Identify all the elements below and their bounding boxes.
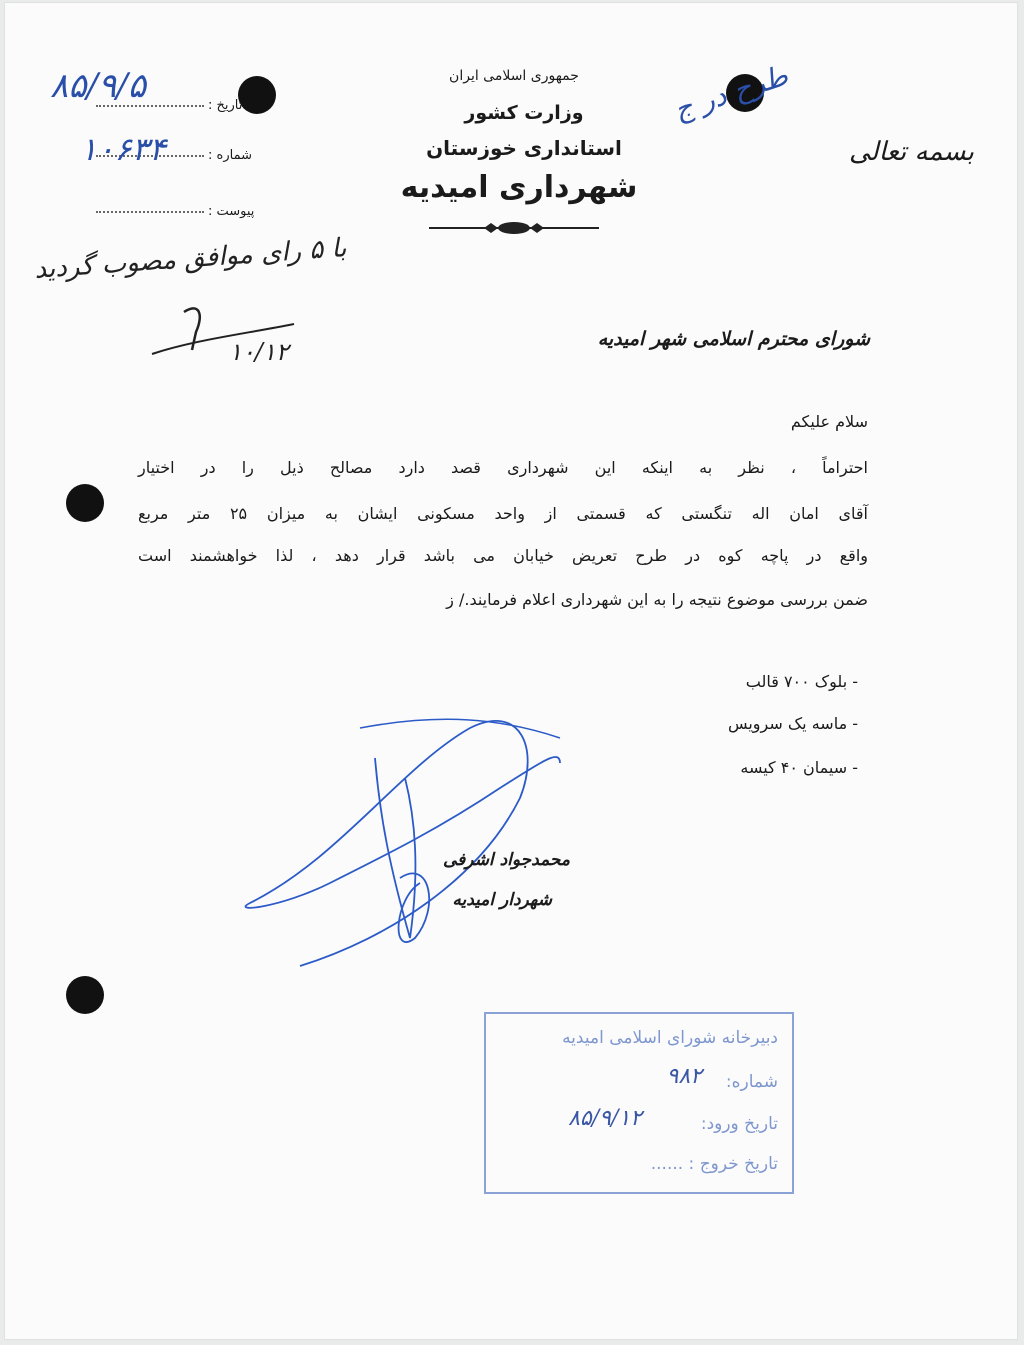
province-name: استانداری خوزستان xyxy=(426,136,622,160)
signature-scribble xyxy=(240,708,580,978)
municipality-name: شهرداری امیدیه xyxy=(400,170,638,205)
addressee: شورای محترم اسلامی شهر امیدیه xyxy=(597,328,870,350)
ministry-name: وزارت کشور xyxy=(464,102,584,124)
stamp-title: دبیرخانه شورای اسلامی امیدیه xyxy=(562,1028,778,1048)
stamp-exit-date-label: تاریخ خروج : ...... xyxy=(650,1154,778,1174)
greeting: سلام علیکم xyxy=(790,412,868,431)
number-label: شماره xyxy=(216,148,252,163)
handwritten-approval-note: با ۵ رای موافق مصوب گردید xyxy=(33,233,348,285)
number-field: شماره : xyxy=(96,148,252,163)
material-item: - سیمان ۴۰ کیسه xyxy=(740,758,858,777)
stamp-entry-date-label: تاریخ ورود: xyxy=(700,1114,778,1134)
approval-initial-mark xyxy=(144,292,304,372)
date-field: تاریخ : xyxy=(96,98,242,113)
bismillah-text: بسمه تعالی xyxy=(849,137,974,167)
material-item: - بلوک ۷۰۰ قالب xyxy=(745,672,858,691)
header-ornament xyxy=(429,220,599,236)
body-line: واقع در پاچه کوه در طرح تعریض خیابان می باشد قرار دهد ، لذا خواهشمند است xyxy=(138,546,868,565)
stamp-number-value: ۹۸۲ xyxy=(666,1064,702,1089)
material-item: - ماسه یک سرویس xyxy=(727,714,858,733)
body-line: آقای امان اله تنگستی که قسمتی از واحد مسکونی ایشان به میزان ۲۵ متر مربع xyxy=(138,504,869,523)
letter-page xyxy=(4,2,1018,1340)
handwritten-date: ۸۵/۹/۵ xyxy=(50,66,146,106)
body-line: ضمن بررسی موضوع نتیجه را به این شهرداری اعلام فرمایند./ ز xyxy=(446,590,868,609)
punch-hole-mid xyxy=(66,484,104,522)
country-name: جمهوری اسلامی ایران xyxy=(449,68,579,84)
signer-title: شهردار امیدیه xyxy=(452,890,552,910)
punch-hole-top-left xyxy=(238,76,276,114)
stamp-entry-date-value: ۸۵/۹/۱۲ xyxy=(568,1106,642,1131)
handwritten-top-note: طرح در ج xyxy=(669,58,792,127)
attachment-dots xyxy=(96,211,204,213)
date-label: تاریخ xyxy=(216,98,243,113)
attachment-label: پیوست xyxy=(216,204,255,219)
receipt-stamp xyxy=(484,1012,794,1194)
handwritten-approval-date: ۱۰/۱۲ xyxy=(229,338,289,366)
handwritten-number: ۱۰۶۳۴ xyxy=(80,130,166,168)
signer-name: محمدجواد اشرفی xyxy=(443,850,570,870)
punch-hole-bottom xyxy=(66,976,104,1014)
stamp-number-label: شماره: xyxy=(725,1072,778,1092)
body-line: احتراماً ، نظر به اینکه این شهرداری قصد دارد مصالح ذیل را در اختیار xyxy=(138,458,868,477)
attachment-field: پیوست : xyxy=(96,204,254,219)
